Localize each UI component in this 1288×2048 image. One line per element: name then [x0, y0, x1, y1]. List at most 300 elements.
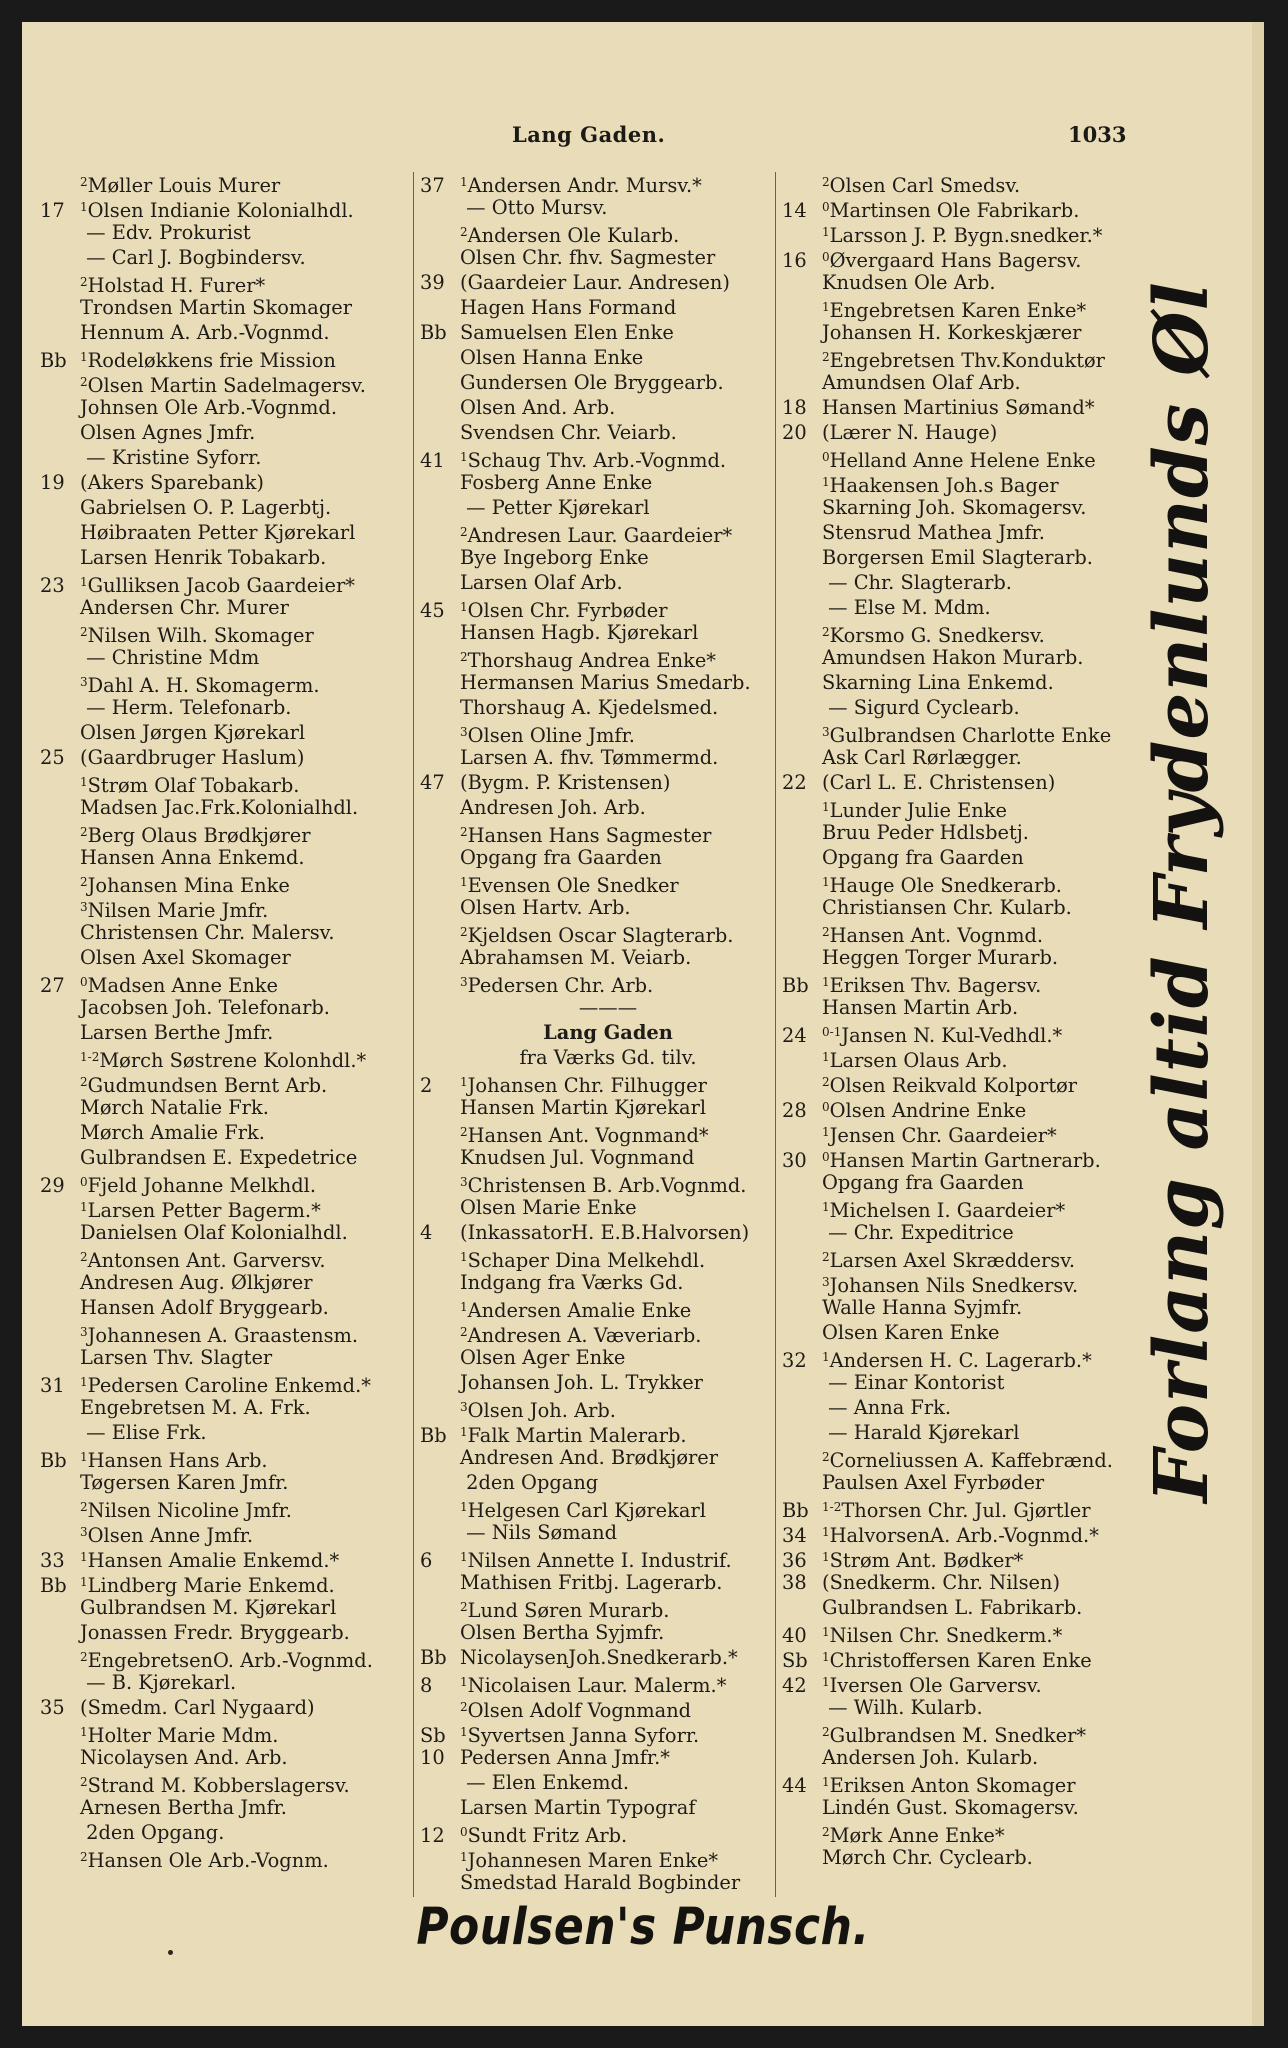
directory-entry [782, 870, 1142, 895]
resident-text: — Chr. Slagterarb. [822, 571, 1012, 594]
house-number: Bb [40, 1574, 67, 1597]
ink-dot [168, 1950, 173, 1955]
house-number: Bb [420, 1646, 447, 1669]
resident-text: Andersen Amalie Enke [467, 1299, 692, 1322]
resident-text: Hennum A. Arb.-Vognmd. [80, 321, 330, 344]
resident-text: Andresen Joh. Arb. [460, 796, 646, 819]
directory-page [22, 22, 1264, 2026]
directory-entry [420, 820, 796, 845]
directory-entry [420, 320, 796, 345]
resident-text: HalvorsenA. Arb.-Vognmd.* [829, 1524, 1099, 1547]
directory-entry [40, 820, 416, 845]
page-number: 1033 [1068, 122, 1127, 147]
resident-text: Martinsen Ole Fabrikarb. [829, 199, 1080, 222]
directory-entry [40, 945, 416, 970]
resident-text: Olsen Marie Enke [460, 1196, 637, 1219]
house-number: 37 [420, 174, 445, 197]
resident-text: Mørch Natalie Frk. [80, 1096, 269, 1119]
directory-entry [40, 1795, 416, 1820]
resident-text: Jacobsen Joh. Telefonarb. [80, 996, 330, 1019]
resident-text: Andersen Chr. Murer [80, 596, 289, 619]
directory-entry [420, 1570, 796, 1595]
directory-entry [782, 470, 1142, 495]
resident-text: Gulbrandsen M. Kjørekarl [80, 1596, 337, 1619]
resident-text: Johnsen Ole Arb.-Vognmd. [80, 396, 337, 419]
floor-marker: 2 [460, 525, 468, 539]
directory-entry [420, 1295, 796, 1320]
resident-text: — Chr. Expeditrice [822, 1221, 1014, 1244]
resident-text: Høibraaten Petter Kjørekarl [80, 521, 356, 544]
directory-column-1 [40, 170, 416, 1920]
directory-entry [782, 520, 1142, 545]
page-header [22, 94, 1264, 147]
resident-text: — Else M. Mdm. [822, 596, 991, 619]
resident-text: Olsen And. Arb. [460, 396, 616, 419]
floor-marker: 2 [80, 625, 88, 639]
directory-entry [40, 1645, 416, 1670]
resident-text: 2den Opgang [460, 1471, 599, 1494]
directory-entry [40, 845, 416, 870]
resident-text: Larsen Martin Typograf [460, 1796, 696, 1819]
resident-text: Johansen Nils Snedkersv. [829, 1274, 1079, 1297]
directory-entry [782, 670, 1142, 695]
directory-entry [420, 920, 796, 945]
floor-marker: 1 [822, 1050, 830, 1064]
floor-marker: 2 [80, 1075, 88, 1089]
floor-marker: 3 [460, 1400, 468, 1414]
resident-text: Gulbrandsen E. Expedetrice [80, 1146, 358, 1169]
floor-marker: 1 [822, 800, 830, 814]
directory-entry [782, 995, 1142, 1020]
floor-marker: 2 [80, 1250, 88, 1264]
house-number: 8 [420, 1674, 433, 1697]
directory-entry [782, 1745, 1142, 1770]
directory-entry [420, 795, 796, 820]
directory-entry [782, 895, 1142, 920]
house-number: Sb [420, 1724, 446, 1747]
resident-text: Schaug Thv. Arb.-Vognmd. [467, 449, 727, 472]
floor-marker: 2 [80, 825, 88, 839]
directory-entry [40, 220, 416, 245]
resident-text: Bye Ingeborg Enke [460, 546, 649, 569]
resident-text: Svendsen Chr. Veiarb. [460, 421, 677, 444]
directory-entry [40, 295, 416, 320]
house-number: 45 [420, 599, 445, 622]
resident-text: Mathisen Fritbj. Lagerarb. [460, 1571, 723, 1594]
resident-text: Christensen B. Arb.Vognmd. [467, 1174, 747, 1197]
resident-text: (Bygm. P. Kristensen) [460, 771, 671, 794]
resident-text: Andersen Joh. Kularb. [822, 1746, 1039, 1769]
directory-entry [420, 945, 796, 970]
resident-text: Heggen Torger Murarb. [822, 946, 1059, 969]
directory-entry [782, 595, 1142, 620]
directory-entry [420, 1370, 796, 1395]
directory-entry [420, 1320, 796, 1345]
resident-text: Samuelsen Elen Enke [460, 321, 674, 344]
floor-marker: 2 [80, 175, 88, 189]
resident-text: Pedersen Anna Jmfr.* [460, 1746, 670, 1769]
resident-text: Hansen Anna Enkemd. [80, 846, 305, 869]
floor-marker: 3 [460, 1175, 468, 1189]
resident-text: Nicolaysen And. Arb. [80, 1746, 288, 1769]
resident-text: Lindberg Marie Enkemd. [87, 1574, 335, 1597]
resident-text: — Kristine Syforr. [80, 446, 262, 469]
resident-text: Madsen Anne Enke [87, 974, 279, 997]
resident-text: NicolaysenJoh.Snedkerarb.* [460, 1646, 738, 1669]
resident-text: — Petter Kjørekarl [460, 496, 650, 519]
house-number: 44 [782, 1774, 807, 1797]
directory-entry [40, 1420, 416, 1445]
floor-marker: 1 [460, 1425, 468, 1439]
directory-entry [40, 1570, 416, 1595]
resident-text: Berg Olaus Brødkjører [87, 824, 311, 847]
resident-text: Olsen Andrine Enke [829, 1099, 1027, 1122]
resident-text: Mørk Anne Enke* [829, 1824, 1005, 1847]
floor-marker: 1 [80, 1375, 88, 1389]
house-number: 38 [782, 1571, 807, 1594]
resident-text: Lunder Julie Enke [829, 799, 1007, 822]
floor-marker: 1-2 [822, 1500, 842, 1514]
resident-text: Andersen Ole Kularb. [467, 224, 680, 247]
directory-entry [420, 1820, 796, 1845]
directory-entry [40, 245, 416, 270]
directory-entry [420, 870, 796, 895]
resident-text: Hansen Martin Arb. [822, 996, 1019, 1019]
house-number: 33 [40, 1549, 65, 1572]
floor-marker: 3 [80, 900, 88, 914]
resident-text: fra Værks Gd. tilv. [519, 1046, 697, 1069]
floor-marker: 2 [80, 1775, 88, 1789]
resident-text: — B. Kjørekarl. [80, 1671, 237, 1694]
resident-text: Mørch Chr. Cyclearb. [822, 1846, 1033, 1869]
resident-text: Møller Louis Murer [87, 174, 281, 197]
side-ad-text: Forlang altid Frydenlunds Øl [1139, 281, 1225, 1503]
resident-text: Hansen Ant. Vognmand* [467, 1124, 709, 1147]
directory-entry [782, 720, 1142, 745]
resident-text: Holstad H. Furer* [87, 274, 266, 297]
house-number: 17 [40, 199, 65, 222]
directory-entry [782, 1570, 1142, 1595]
house-number: Bb [420, 1424, 447, 1447]
directory-entry [782, 545, 1142, 570]
resident-text: Mørch Amalie Frk. [80, 1121, 265, 1144]
resident-text: Opgang fra Gaarden [822, 846, 1024, 869]
house-number: 2 [420, 1074, 433, 1097]
house-number: 23 [40, 574, 65, 597]
resident-text: Pedersen Caroline Enkemd.* [87, 1374, 371, 1397]
resident-text: Hansen Martinius Sømand* [822, 396, 1095, 419]
resident-text: Johannesen Maren Enke* [467, 1849, 719, 1872]
resident-text: Hansen Adolf Bryggearb. [80, 1296, 329, 1319]
floor-marker: 1 [80, 350, 88, 364]
resident-text: — Harald Kjørekarl [822, 1421, 1020, 1444]
resident-text: Fosberg Anne Enke [460, 471, 653, 494]
directory-entry [420, 695, 796, 720]
directory-entry [420, 370, 796, 395]
directory-entry [782, 395, 1142, 420]
resident-text: Olsen Indianie Kolonialhdl. [87, 199, 354, 222]
resident-text: Olsen Chr. Fyrbøder [467, 599, 668, 622]
resident-text: Øvergaard Hans Bagersv. [829, 249, 1082, 272]
resident-text: Thorshaug Andrea Enke* [467, 649, 717, 672]
floor-marker: 1-2 [80, 1050, 100, 1064]
directory-entry [782, 1470, 1142, 1495]
directory-entry [782, 1670, 1142, 1695]
house-number: 18 [782, 396, 807, 419]
page-edge [1252, 22, 1264, 2026]
resident-text: — Sigurd Cyclearb. [822, 696, 1020, 719]
directory-entry [782, 495, 1142, 520]
directory-entry [782, 345, 1142, 370]
resident-text: Rodeløkkens frie Mission [87, 349, 336, 372]
directory-entry [420, 395, 796, 420]
floor-marker: 1 [460, 175, 468, 189]
resident-text: Olsen Hanna Enke [460, 346, 644, 369]
directory-entry [420, 445, 796, 470]
resident-text: Gulbrandsen M. Snedker* [829, 1724, 1087, 1747]
resident-text: Bruu Peder Hdlsbetj. [822, 821, 1029, 844]
directory-entry [420, 545, 796, 570]
resident-text: Sundt Fritz Arb. [467, 1824, 628, 1847]
resident-text: Dahl A. H. Skomagerm. [87, 674, 320, 697]
directory-entry [40, 1020, 416, 1045]
resident-text: Thorsen Chr. Jul. Gjørtler [841, 1499, 1091, 1522]
resident-text: — Wilh. Kularb. [822, 1696, 983, 1719]
directory-entry [420, 1070, 796, 1095]
resident-text: Andersen H. C. Lagerarb.* [829, 1349, 1092, 1372]
directory-entry [782, 320, 1142, 345]
floor-marker: 0 [822, 200, 830, 214]
floor-marker: 2 [822, 1450, 830, 1464]
directory-entry [782, 1695, 1142, 1720]
floor-marker: 1 [80, 1200, 88, 1214]
directory-entry [420, 1695, 796, 1720]
directory-entry [420, 295, 796, 320]
directory-entry [782, 295, 1142, 320]
directory-entry [782, 1595, 1142, 1620]
floor-marker: 2 [80, 1650, 88, 1664]
resident-text: Hauge Ole Snedkerarb. [829, 874, 1062, 897]
resident-text: Olsen Oline Jmfr. [467, 724, 635, 747]
resident-text: Andresen And. Brødkjører [460, 1446, 719, 1469]
directory-entry [40, 695, 416, 720]
floor-marker: 1 [460, 1675, 468, 1689]
resident-text: Gulliksen Jacob Gaardeier* [87, 574, 355, 597]
resident-text: Hansen Amalie Enkemd.* [87, 1549, 340, 1572]
house-number: 14 [782, 199, 807, 222]
floor-marker: 1 [822, 1675, 830, 1689]
directory-entry [40, 720, 416, 745]
house-number: 40 [782, 1624, 807, 1647]
directory-entry [420, 620, 796, 645]
resident-text: Fjeld Johanne Melkhdl. [87, 1174, 317, 1197]
resident-text: EngebretsenO. Arb.-Vognmd. [87, 1649, 373, 1672]
resident-text: Hermansen Marius Smedarb. [460, 671, 751, 694]
house-number: 19 [40, 471, 65, 494]
directory-entry [40, 1070, 416, 1095]
resident-text: 2den Opgang. [80, 1821, 225, 1844]
directory-entry [40, 870, 416, 895]
resident-text: Danielsen Olaf Kolonialhdl. [80, 1221, 348, 1244]
resident-text: (Snedkerm. Chr. Nilsen) [822, 1571, 1061, 1594]
directory-entry [40, 395, 416, 420]
resident-text: — Anna Frk. [822, 1396, 952, 1419]
directory-entry [420, 1620, 796, 1645]
resident-text: Tøgersen Karen Jmfr. [80, 1471, 289, 1494]
directory-entry [782, 945, 1142, 970]
resident-text: Olsen Jørgen Kjørekarl [80, 721, 306, 744]
directory-entry [782, 1520, 1142, 1545]
house-number: 35 [40, 1696, 65, 1719]
directory-entry [420, 1870, 796, 1895]
floor-marker: 2 [460, 1700, 468, 1714]
floor-marker: 0 [460, 1825, 468, 1839]
floor-marker: 2 [80, 1850, 88, 1864]
resident-text: Syvertsen Janna Syforr. [467, 1724, 700, 1747]
directory-entry [420, 170, 796, 195]
floor-marker: 1 [460, 875, 468, 889]
floor-marker: 2 [822, 925, 830, 939]
directory-entry [782, 270, 1142, 295]
resident-text: (Smedm. Carl Nygaard) [80, 1696, 315, 1719]
resident-text: Kjeldsen Oscar Slagterarb. [467, 924, 734, 947]
house-number: 31 [40, 1374, 65, 1397]
floor-marker: 1 [460, 1300, 468, 1314]
directory-entry [782, 1245, 1142, 1270]
directory-entry [40, 770, 416, 795]
resident-text: — Elen Enkemd. [460, 1771, 630, 1794]
directory-entry [40, 1495, 416, 1520]
resident-text: Nilsen Marie Jmfr. [87, 899, 269, 922]
floor-marker: 0-1 [822, 1025, 842, 1039]
resident-text: Nilsen Wilh. Skomager [87, 624, 314, 647]
directory-entry [420, 1145, 796, 1170]
resident-text: Johansen H. Korkeskjærer [822, 321, 1082, 344]
directory-entry [782, 695, 1142, 720]
directory-entry [782, 1120, 1142, 1145]
directory-entry [40, 795, 416, 820]
resident-text: Trondsen Martin Skomager [80, 296, 352, 319]
bottom-ad-text: Poulsen's Punsch. [416, 1898, 870, 1957]
directory-entry [782, 1095, 1142, 1120]
section-heading [420, 1020, 796, 1045]
house-number: Bb [782, 1499, 809, 1522]
resident-text: Skarning Joh. Skomagersv. [822, 496, 1087, 519]
floor-marker: 2 [822, 1725, 830, 1739]
directory-entry [420, 1395, 796, 1420]
resident-text: Iversen Ole Garversv. [829, 1674, 1042, 1697]
directory-entry [40, 970, 416, 995]
floor-marker: 2 [460, 650, 468, 664]
directory-entry [420, 970, 796, 995]
floor-marker: 2 [822, 175, 830, 189]
resident-text: Schaper Dina Melkehdl. [467, 1249, 706, 1272]
house-number: 34 [782, 1524, 807, 1547]
directory-entry [420, 345, 796, 370]
house-number: 20 [782, 421, 807, 444]
resident-text: Knudsen Ole Arb. [822, 271, 996, 294]
directory-entry [40, 895, 416, 920]
resident-text: Christoffersen Karen Enke [829, 1649, 1092, 1672]
resident-text: Gabrielsen O. P. Lagerbtj. [80, 496, 332, 519]
directory-entry [782, 620, 1142, 645]
resident-text: Lindén Gust. Skomagersv. [822, 1796, 1079, 1819]
house-number: 29 [40, 1174, 65, 1197]
resident-text: — Einar Kontorist [822, 1371, 1005, 1394]
directory-entry [40, 270, 416, 295]
directory-entry [420, 1270, 796, 1295]
directory-entry [420, 1795, 796, 1820]
resident-text: Corneliussen A. Kaffebrænd. [829, 1449, 1113, 1472]
directory-entry [782, 1070, 1142, 1095]
floor-marker: 2 [80, 375, 88, 389]
resident-text: Engebretsen Karen Enke* [829, 299, 1087, 322]
directory-entry [782, 1170, 1142, 1195]
floor-marker: 1 [822, 1550, 830, 1564]
floor-marker: 2 [80, 275, 88, 289]
resident-text: Indgang fra Værks Gd. [460, 1271, 684, 1294]
resident-text: Larsson J. P. Bygn.snedker.* [829, 224, 1103, 247]
floor-marker: 1 [80, 775, 88, 789]
resident-text: Arnesen Bertha Jmfr. [80, 1796, 287, 1819]
resident-text: Olsen Reikvald Kolportør [829, 1074, 1078, 1097]
floor-marker: 2 [460, 225, 468, 239]
directory-entry [420, 1470, 796, 1495]
directory-column-3 [782, 170, 1142, 1920]
floor-marker: 3 [822, 725, 830, 739]
house-number: 16 [782, 249, 807, 272]
directory-entry [782, 645, 1142, 670]
resident-text: Andresen Aug. Ølkjører [80, 1271, 313, 1294]
floor-marker: 0 [80, 1175, 88, 1189]
floor-marker: 1 [80, 1725, 88, 1739]
resident-text: Nilsen Annette I. Industrif. [467, 1549, 732, 1572]
resident-text: — Herm. Telefonarb. [80, 696, 292, 719]
floor-marker: 2 [460, 1325, 468, 1339]
floor-marker: 1 [822, 1775, 830, 1789]
floor-marker: 1 [80, 1550, 88, 1564]
directory-entry [420, 1520, 796, 1545]
directory-entry [782, 795, 1142, 820]
directory-entry [782, 1270, 1142, 1295]
directory-entry [420, 1645, 796, 1670]
directory-entry [40, 1170, 416, 1195]
resident-text: — Christine Mdm [80, 646, 260, 669]
directory-entry [782, 770, 1142, 795]
directory-entry [40, 745, 416, 770]
resident-text: Nilsen Chr. Snedkerm.* [829, 1624, 1063, 1647]
resident-text: Evensen Ole Snedker [467, 874, 679, 897]
directory-entry [40, 470, 416, 495]
directory-entry [782, 1795, 1142, 1820]
directory-entry [420, 995, 796, 1020]
bottom-advertisement [22, 1898, 1264, 1957]
directory-entry [782, 1220, 1142, 1245]
resident-text: Nilsen Nicoline Jmfr. [87, 1499, 292, 1522]
floor-marker: 1 [460, 600, 468, 614]
directory-entry [782, 1620, 1142, 1645]
directory-entry [420, 1495, 796, 1520]
directory-entry [420, 1170, 796, 1195]
resident-text: Michelsen I. Gaardeier* [829, 1199, 1066, 1222]
floor-marker: 1 [822, 225, 830, 239]
house-number: 39 [420, 271, 445, 294]
directory-entry [420, 420, 796, 445]
house-number: 42 [782, 1674, 807, 1697]
floor-marker: 1 [822, 1350, 830, 1364]
directory-entry [782, 1820, 1142, 1845]
directory-entry [40, 1470, 416, 1495]
